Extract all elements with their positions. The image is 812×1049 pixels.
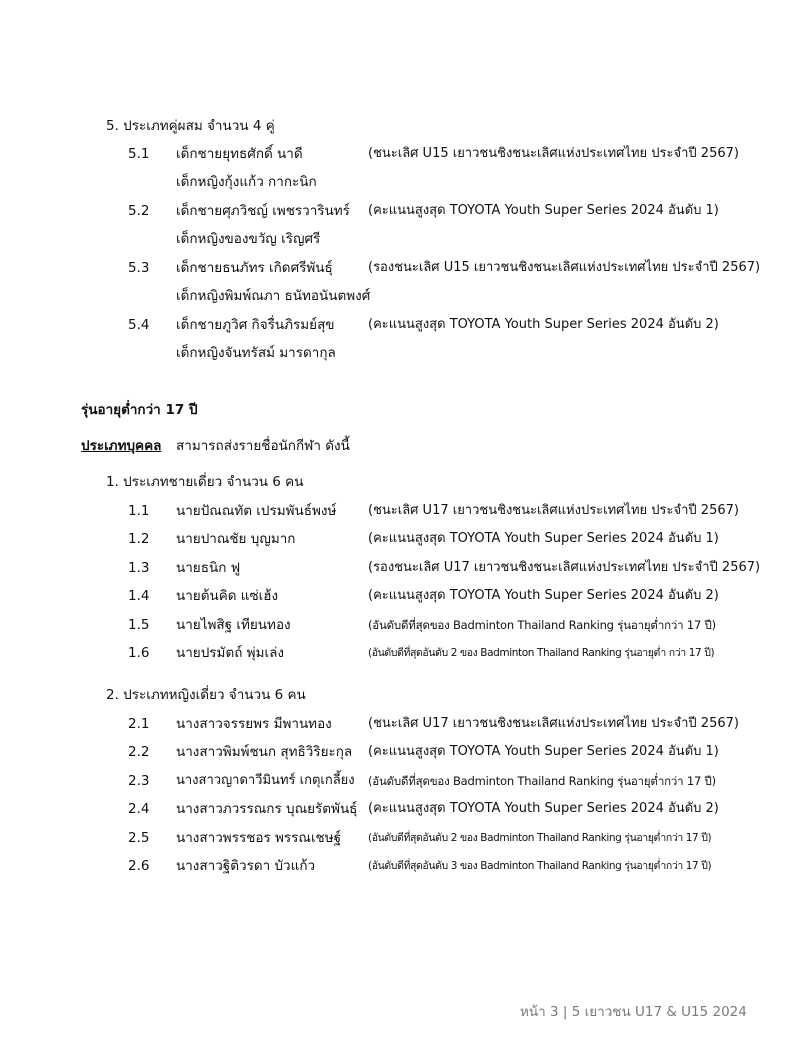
entry-number: 5.2 bbox=[128, 203, 150, 219]
player-name: นางสาวฐิติวรดา บัวแก้ว bbox=[176, 858, 316, 874]
player-name: นายปรมัตถ์ พุ่มเล่ง bbox=[176, 645, 284, 661]
entry-note: (คะแนนสูงสุด TOYOTA Youth Super Series 2024 อันดับ 2) bbox=[368, 317, 719, 332]
entry-number: 2.6 bbox=[128, 858, 150, 874]
player-name: เด็กหญิงของขวัญ เริญศรี bbox=[176, 231, 321, 247]
entry-note: (อันดับดีที่สุดอันดับ 3 ของ Badminton Thailand Ranking รุ่นอายุต่ำกว่า 17 ปี) bbox=[368, 860, 712, 872]
player-name: นางสาวพิมพ์ชนก สุทธิวิริยะกุล bbox=[176, 744, 353, 760]
category-text: สามารถส่งรายชื่อนักกีฬา ดังนี้ bbox=[176, 438, 350, 454]
entry-note: (รองชนะเลิศ U15 เยาวชนชิงชนะเลิศแห่งประเทศไทย ประจำปี 2567) bbox=[368, 260, 761, 275]
entry-number: 1.4 bbox=[128, 588, 150, 604]
entry-number: 1.3 bbox=[128, 560, 150, 576]
mixed-doubles-heading: 5. ประเภทคู่ผสม จำนวน 4 คู่ bbox=[106, 118, 275, 134]
entry-number: 2.5 bbox=[128, 830, 150, 846]
entry-note: (คะแนนสูงสุด TOYOTA Youth Super Series 2024 อันดับ 1) bbox=[368, 531, 719, 546]
entry-number: 2.4 bbox=[128, 801, 150, 817]
entry-note: (คะแนนสูงสุด TOYOTA Youth Super Series 2024 อันดับ 1) bbox=[368, 744, 719, 759]
player-name: นายปาณชัย บุญมาก bbox=[176, 531, 296, 547]
player-name: เด็กชายยุทธศักดิ์ นาดี bbox=[176, 146, 303, 162]
player-name: นางสาวพรรชอร พรรณเชษฐ์ bbox=[176, 830, 342, 846]
page-footer: หน้า 3 | 5 เยาวชน U17 & U15 2024 bbox=[520, 1004, 747, 1020]
girls-singles-heading: 2. ประเภทหญิงเดี่ยว จำนวน 6 คน bbox=[106, 687, 306, 703]
entry-note: (อันดับดีที่สุดของ Badminton Thailand Ranking รุ่นอายุต่ำกว่า 17 ปี) bbox=[368, 774, 716, 788]
player-name: นางสาวภวรรณกร บุณยรัตพันธุ์ bbox=[176, 801, 358, 817]
player-name: เด็กหญิงพิมพ์ณภา ธนัทอนันตพงศ์ bbox=[176, 288, 371, 304]
entry-number: 2.1 bbox=[128, 716, 150, 732]
boys-singles-heading: 1. ประเภทชายเดี่ยว จำนวน 6 คน bbox=[106, 474, 304, 490]
player-name: เด็กหญิงจันทรัสม์ มารดากุล bbox=[176, 345, 336, 361]
entry-number: 5.4 bbox=[128, 317, 150, 333]
player-name: นางสาวญาดาวีมินทร์ เกตุเกลี้ยง bbox=[176, 773, 355, 788]
entry-number: 2.2 bbox=[128, 744, 150, 760]
entry-note: (ชนะเลิศ U17 เยาวชนชิงชนะเลิศแห่งประเทศไทย ประจำปี 2567) bbox=[368, 716, 739, 731]
entry-note: (อันดับดีที่สุดอันดับ 2 ของ Badminton Thailand Ranking รุ่นอายุต่ำ กว่า 17 ปี) bbox=[368, 647, 715, 659]
entry-note: (คะแนนสูงสุด TOYOTA Youth Super Series 2024 อันดับ 2) bbox=[368, 588, 719, 603]
entry-note: (ชนะเลิศ U15 เยาวชนชิงชนะเลิศแห่งประเทศไทย ประจำปี 2567) bbox=[368, 146, 739, 161]
entry-note: (อันดับดีที่สุดของ Badminton Thailand Ranking รุ่นอายุต่ำกว่า 17 ปี) bbox=[368, 618, 716, 632]
player-name: นายต้นคิด แซ่เฮ้ง bbox=[176, 588, 279, 604]
player-name: เด็กชายศุภวิชญ์ เพชรวารินทร์ bbox=[176, 203, 350, 219]
entry-number: 1.1 bbox=[128, 503, 150, 519]
entry-number: 5.1 bbox=[128, 146, 150, 162]
entry-note: (คะแนนสูงสุด TOYOTA Youth Super Series 2024 อันดับ 1) bbox=[368, 203, 719, 218]
category-label: ประเภทบุคคล bbox=[81, 438, 162, 454]
entry-number: 1.6 bbox=[128, 645, 150, 661]
player-name: เด็กชายภูวิศ กิจรื่นภิรมย์สุข bbox=[176, 317, 335, 333]
entry-number: 1.2 bbox=[128, 531, 150, 547]
entry-number: 1.5 bbox=[128, 617, 150, 633]
entry-number: 5.3 bbox=[128, 260, 150, 276]
player-name: นายปัณณทัต เปรมพันธ์พงษ์ bbox=[176, 503, 337, 519]
age-group-title: รุ่นอายุต่ำกว่า 17 ปี bbox=[81, 402, 198, 418]
entry-note: (อันดับดีที่สุดอันดับ 2 ของ Badminton Thailand Ranking รุ่นอายุต่ำกว่า 17 ปี) bbox=[368, 832, 712, 844]
player-name: นายธนิก ฟู bbox=[176, 560, 241, 576]
entry-note: (ชนะเลิศ U17 เยาวชนชิงชนะเลิศแห่งประเทศไทย ประจำปี 2567) bbox=[368, 503, 739, 518]
entry-note: (รองชนะเลิศ U17 เยาวชนชิงชนะเลิศแห่งประเทศไทย ประจำปี 2567) bbox=[368, 560, 761, 575]
player-name: นายไพสิฐ เทียนทอง bbox=[176, 617, 291, 633]
entry-note: (คะแนนสูงสุด TOYOTA Youth Super Series 2024 อันดับ 2) bbox=[368, 801, 719, 816]
player-name: เด็กชายธนภัทร เกิดศรีพันธุ์ bbox=[176, 260, 333, 276]
entry-number: 2.3 bbox=[128, 773, 150, 789]
player-name: นางสาวจรรยพร มีพานทอง bbox=[176, 716, 332, 732]
player-name: เด็กหญิงกุ้งแก้ว กากะนิก bbox=[176, 174, 317, 190]
